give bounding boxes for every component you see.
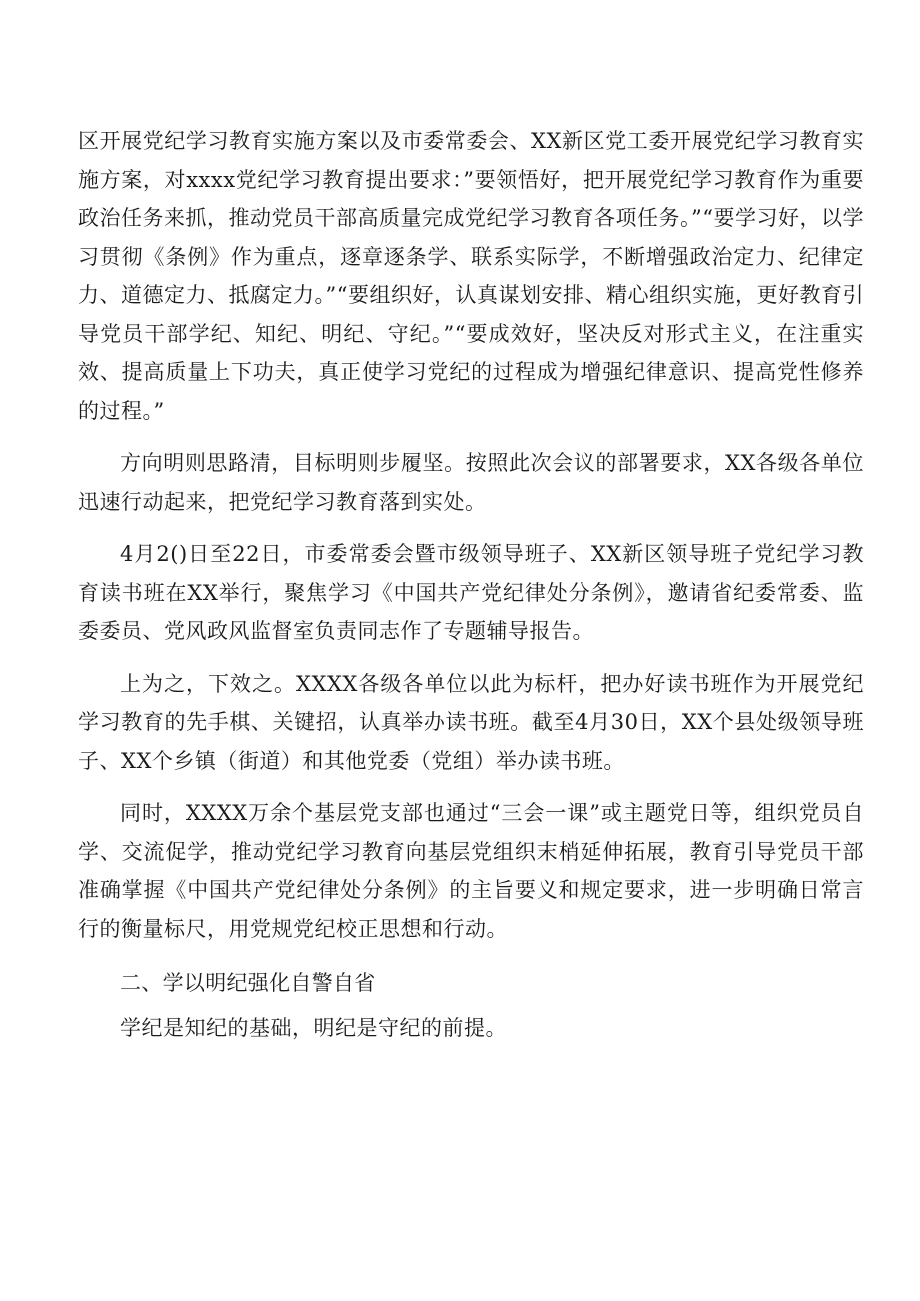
closing-paragraph: 学纪是知纪的基础，明纪是守纪的前提。 [120, 1015, 507, 1040]
paragraph: 同时，XXXX万余个基层党支部也通过“三会一课”或主题党日等，组织党员自学、交流促学，推动党纪学习教育向基层党组织末梢延伸拓展，教育引导党员干部准确掌握《中国共产党纪律处分条例》的主旨要义和规定要求，进一步明确日常言行的衡量标尺，用党规党纪校正思想和行动。 [78, 801, 864, 941]
paragraph-continued: 区开展党纪学习教育实施方案以及市委常委会、XX新区党工委开展党纪学习教育实施方案，对xxxx党纪学习教育提出要求：”要领悟好，把开展党纪学习教育作为重要政治任务来抓，推动党员干部高质量完成党纪学习教育各项任务。”“要学习好，以学习贯彻《条例》作为重点，逐章逐条学、联系实际学，不断增强政治定力、纪律定力、道德定力、抵腐定力。”“要组织好，认真谋划安排、精心组织实施，更好教育引导党员干部学纪、知纪、明纪、守纪。”“要成效好，坚决反对形式主义，在注重实效、提高质量上下功夫，真正使学习党纪的过程成为增强纪律意识、提高党性修养的过程。” [78, 129, 864, 423]
paragraph: 4月2()日至22日，市委常委会暨市级领导班子、XX新区领导班子党纪学习教育读书班在XX举行，聚焦学习《中国共产党纪律处分条例》，邀请省纪委常委、监委委员、党风政风监督室负责同志作了专题辅导报告。 [78, 542, 864, 643]
paragraph: 方向明则思路清，目标明则步履坚。按照此次会议的部署要求，XX各级各单位迅速行动起来，把党纪学习教育落到实处。 [78, 451, 864, 514]
section-heading: 二、学以明纪强化自警自省 [120, 971, 376, 995]
document-page [78, 122, 864, 1047]
paragraph: 上为之，下效之。XXXX各级各单位以此为标杆，把办好读书班作为开展党纪学习教育的先手棋、关键招，认真举办读书班。截至4月30日，XX个县处级领导班子、XX个乡镇（街道）和其他党委（党组）举办读书班。 [78, 671, 864, 773]
